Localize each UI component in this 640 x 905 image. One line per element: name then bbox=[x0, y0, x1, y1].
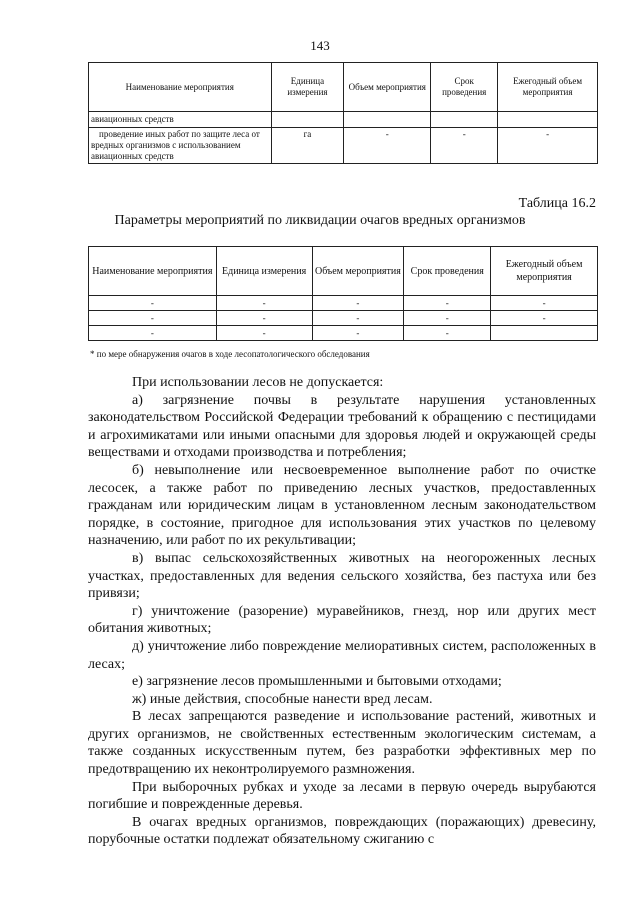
table-cell: - bbox=[404, 296, 491, 311]
table-header-row bbox=[89, 247, 598, 296]
column-header: Ежегодный объем мероприятия bbox=[491, 247, 598, 296]
table-label: Таблица 16.2 bbox=[518, 196, 596, 211]
body-text bbox=[88, 374, 596, 849]
table-cell: - bbox=[344, 128, 431, 164]
table-cell: - bbox=[491, 296, 598, 311]
column-header: Единица измерения bbox=[216, 247, 312, 296]
table-cell: - bbox=[498, 128, 598, 164]
paragraph: а) загрязнение почвы в результате нарушения установленных законодательством Российской Федерации требований к обращению с пестицидами и агрохимикатами или иными опасными для здоровья людей и окружающей среды веществами и отходами производства и потребления; bbox=[88, 392, 596, 461]
table-cell: - bbox=[89, 296, 217, 311]
paragraph: При использовании лесов не допускается: bbox=[132, 375, 384, 390]
page-number: 143 bbox=[310, 38, 330, 53]
paragraph: в) выпас сельскохозяйственных животных на неогороженных лесных участках, предоставленных для ведения сельского хозяйства, без пастуха или без привязи; bbox=[88, 550, 596, 602]
table-cell: - bbox=[312, 296, 404, 311]
table-cell: - bbox=[491, 311, 598, 326]
table-row bbox=[89, 112, 598, 128]
paragraph: В лесах запрещаются разведение и использование растений, животных и других организмов, не свойственных естественным экологическим системам, а также созданных искусственным путем, без разработки эффективных мер по предотвращению их неконтролируемого размножения. bbox=[88, 709, 596, 778]
paragraph: г) уничтожение (разорение) муравейников, гнезд, нор или других мест обитания животных; bbox=[88, 603, 596, 637]
table-row bbox=[89, 311, 598, 326]
paragraph: ж) иные действия, способные нанести вред лесам. bbox=[132, 691, 433, 707]
table-cell: га bbox=[271, 128, 344, 164]
table-cell: проведение иных работ по защите леса от вредных организмов с использованием авиационных средств bbox=[89, 128, 272, 164]
column-header: Наименование мероприятия bbox=[89, 247, 217, 296]
table-cell bbox=[344, 112, 431, 128]
table-cell: - bbox=[404, 326, 491, 341]
table-liquidation-params bbox=[88, 246, 598, 341]
table-row bbox=[89, 326, 598, 341]
table-continuation bbox=[88, 62, 598, 164]
table-cell: - bbox=[431, 128, 498, 164]
table-cell: - bbox=[89, 326, 217, 341]
table-cell: - bbox=[312, 326, 404, 341]
column-header: Наименование мероприятия bbox=[89, 63, 272, 112]
table-cell bbox=[498, 112, 598, 128]
table-cell: - bbox=[216, 326, 312, 341]
column-header: Ежегодный объем мероприятия bbox=[498, 63, 598, 112]
column-header: Объем мероприятия bbox=[312, 247, 404, 296]
table-cell bbox=[431, 112, 498, 128]
paragraph: д) уничтожение либо повреждение мелиоративных систем, расположенных в лесах; bbox=[88, 638, 596, 672]
column-header: Единица измерения bbox=[271, 63, 344, 112]
table-cell: - bbox=[216, 311, 312, 326]
table-row bbox=[89, 128, 598, 164]
table-cell: - bbox=[89, 311, 217, 326]
paragraph: б) невыполнение или несвоевременное выполнение работ по очистке лесосек, а также работ по приведению лесных участков, предоставленных гражданам или юридическим лицам в установленном лесным законодательством порядке, в состояние, пригодное для использования этих участков по целевому назначению, или работ по их рекультивации; bbox=[88, 462, 596, 549]
table-cell bbox=[491, 326, 598, 341]
table-cell: - bbox=[404, 311, 491, 326]
table-footnote: * по мере обнаружения очагов в ходе лесопатологического обследования bbox=[90, 349, 370, 359]
paragraph: е) загрязнение лесов промышленными и бытовыми отходами; bbox=[132, 674, 502, 690]
column-header: Срок проведения bbox=[431, 63, 498, 112]
table-cell: авиационных средств bbox=[89, 112, 272, 128]
paragraph: В очагах вредных организмов, повреждающих (поражающих) древесину, порубочные остатки подлежат обязательному сжиганию с bbox=[88, 814, 596, 848]
table-cell: - bbox=[216, 296, 312, 311]
paragraph: При выборочных рубках и уходе за лесами в первую очередь вырубаются погибшие и поврежденные деревья. bbox=[88, 779, 596, 813]
table-title: Параметры мероприятий по ликвидации очагов вредных организмов bbox=[114, 213, 526, 228]
table-header-row bbox=[89, 63, 598, 112]
table-cell bbox=[271, 112, 344, 128]
table-cell: - bbox=[312, 311, 404, 326]
column-header: Объем мероприятия bbox=[344, 63, 431, 112]
column-header: Срок проведения bbox=[404, 247, 491, 296]
table-row bbox=[89, 296, 598, 311]
